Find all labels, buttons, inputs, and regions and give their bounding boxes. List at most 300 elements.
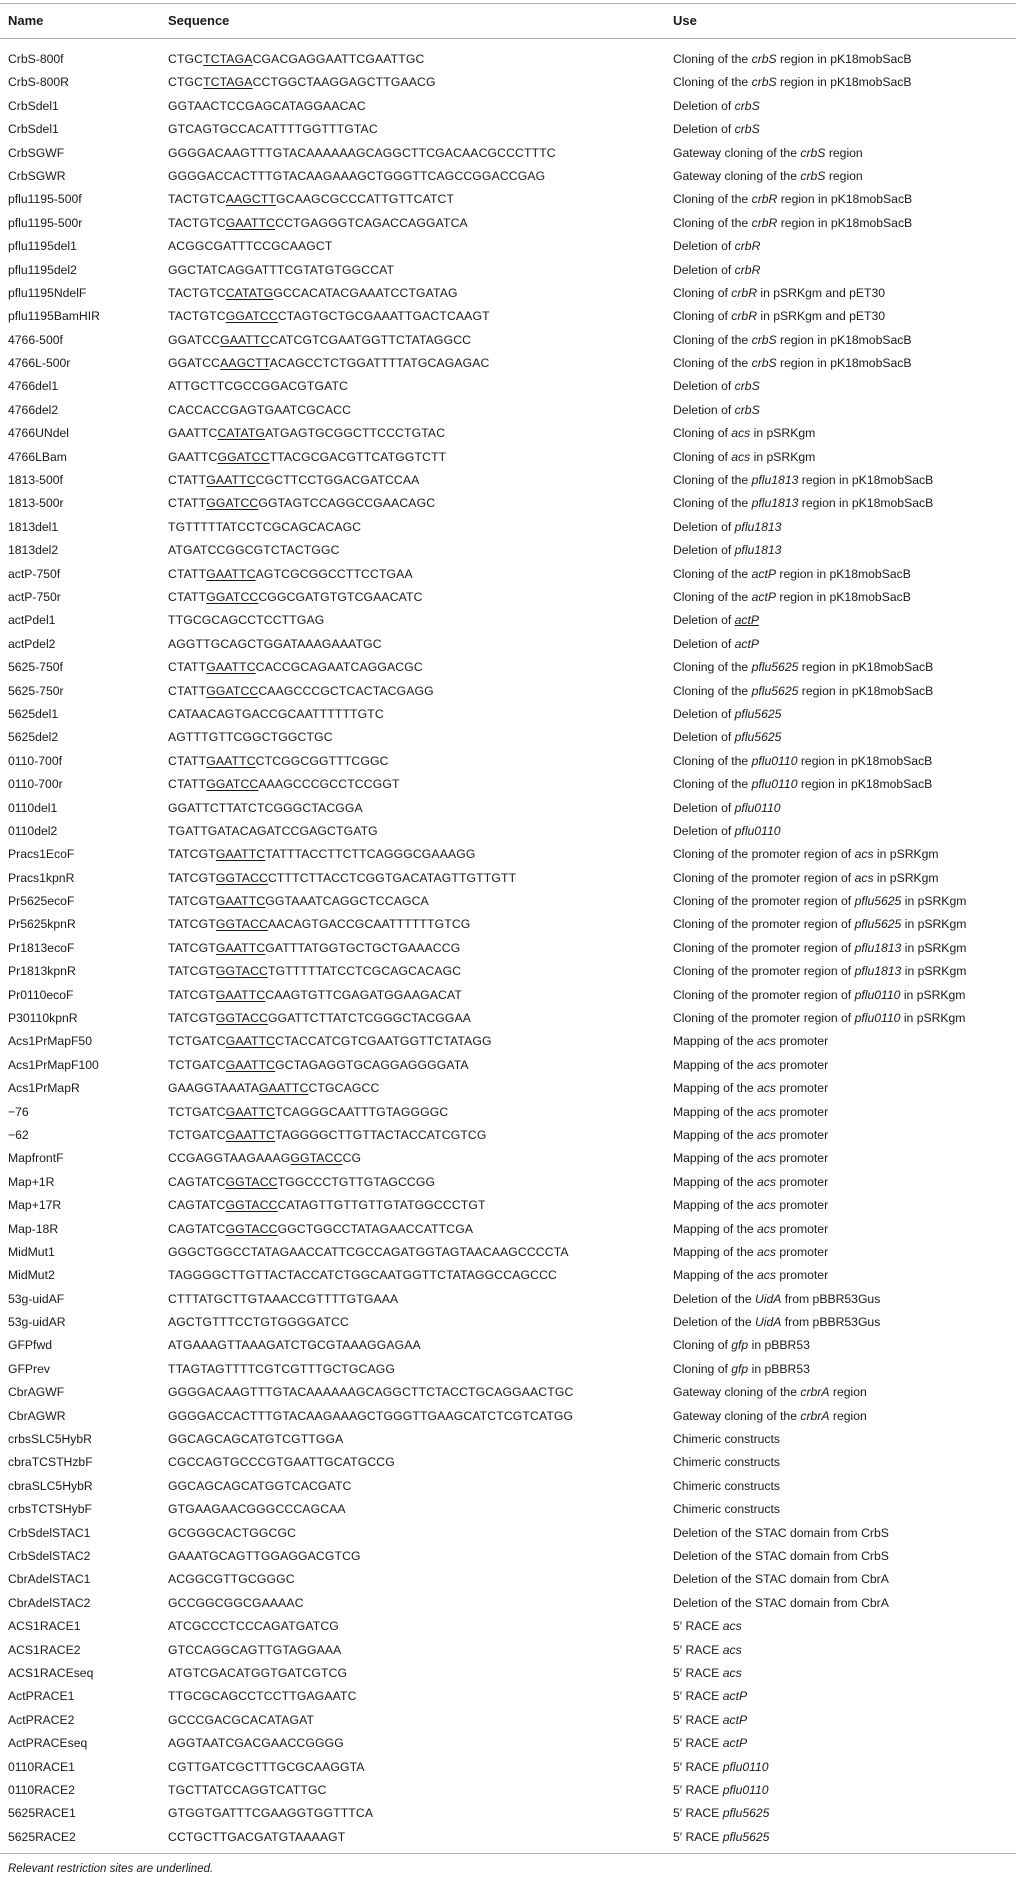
sequence-segment: CATCGTCGAATGGTTCTATAGGCC [269,332,472,347]
primer-use [673,867,939,890]
primer-sequence [168,1639,341,1662]
gene-name: pflu1813 [751,496,799,511]
restriction-site: GAATTC [225,1034,276,1049]
table-row [0,165,1016,188]
gene-name: pflu5625 [751,660,799,675]
sequence-segment: GTCAGTGCCACATTTTGGTTTGTAC [168,122,378,137]
use-text: Deletion of the STAC domain from CbrA [673,1595,889,1610]
gene-name: acs [757,1034,776,1049]
primer-name: ActPRACE2 [8,1712,75,1727]
restriction-site: TCTAGA [203,52,253,66]
gene-name: pflu0110 [722,1782,769,1797]
use-text: Cloning of the [673,753,752,768]
primer-sequence [168,1405,573,1428]
table-row [0,1545,1016,1568]
primer-use [673,750,932,773]
gene-name: pflu0110 [722,1759,769,1774]
sequence-segment: TCTGATC [168,1127,226,1142]
sequence-segment: GTGGTGATTTCGAAGGTGGTTTCA [168,1806,374,1821]
primer-name: crbsTCTSHybF [8,1502,92,1517]
restriction-site: GGTACC [215,1011,268,1026]
primer-name: ACS1RACE1 [8,1619,81,1634]
primer-sequence [168,1218,473,1241]
primer-name: ACS1RACE2 [8,1642,81,1657]
sequence-segment: CTATT [168,589,207,604]
restriction-site: GAATTC [225,1127,276,1142]
primer-sequence [168,1077,379,1100]
use-text: Cloning of the [673,777,752,792]
gene-name: actP [734,636,760,651]
use-text: Deletion of the STAC domain from CrbS [673,1525,889,1540]
use-text: promoter [775,1081,829,1096]
table-row [0,867,1016,890]
use-text: Cloning of the [673,473,752,488]
gene-name: crbR [734,262,761,277]
use-text: region [829,1385,867,1400]
use-text: Cloning of the promoter region of [673,847,855,862]
table-row [0,1147,1016,1170]
primer-sequence [168,656,423,679]
primer-sequence [168,680,434,703]
gene-name: crbR [731,309,757,324]
primer-use [673,71,912,94]
primer-use [673,563,911,586]
use-text: Deletion of the STAC domain from CrbS [673,1549,889,1563]
table-row [0,1779,1016,1802]
gene-name: acs [757,1104,776,1119]
use-text: Gateway cloning of the [673,1408,801,1423]
gene-name: actP [722,1736,748,1751]
use-text: Mapping of the [673,1244,758,1259]
gene-name: acs [757,1057,776,1072]
table-row [0,48,1016,71]
primer-name: −76 [8,1104,29,1119]
primer-sequence [168,492,435,515]
table-row [0,1428,1016,1451]
primer-sequence [168,633,382,656]
restriction-site: GAATTC [206,473,256,488]
primer-use [673,1826,769,1849]
primer-name: CrbS-800R [8,75,69,90]
primer-use [673,1451,780,1474]
sequence-segment: GGTAGTCCAGGCCGAACAGC [258,496,436,511]
use-text: Mapping of the [673,1057,758,1072]
use-text: 5′ RACE [673,1806,723,1821]
table-row [0,586,1016,609]
primer-sequence [168,890,429,913]
gene-name: crbR [734,239,761,254]
table-row [0,984,1016,1007]
sequence-segment: GGCAGCAGCATGGTCACGATC [168,1478,352,1493]
primer-use [673,1756,769,1779]
sequence-segment: ATGAGTGCGGCTTCCCTGTAC [265,426,446,441]
use-text: in pSRKgm [750,449,816,464]
primer-name: GFPfwd [8,1338,53,1353]
primer-sequence [168,48,424,71]
gene-name: pflu1813 [854,940,902,955]
gene-name: pflu0110 [854,987,901,1002]
gene-name: pflu0110 [734,800,781,815]
table-row [0,797,1016,820]
use-text: promoter [775,1151,829,1166]
primer-use [673,259,760,282]
primer-use [673,913,966,936]
primer-use [673,95,760,118]
table-row [0,1194,1016,1217]
use-text: in pSRKgm [900,1011,966,1026]
table-row [0,773,1016,796]
primer-use [673,984,965,1007]
use-text: promoter [775,1198,829,1213]
sequence-segment: CAGTATC [168,1198,226,1213]
primer-use [673,1007,965,1030]
primer-sequence [168,1334,421,1357]
primer-sequence [168,1568,295,1591]
primer-use [673,1498,780,1521]
primer-name: 1813del1 [8,519,59,534]
primer-use [673,1054,828,1077]
sequence-segment: CGGCGATGTGTCGAACATC [258,589,423,604]
sequence-segment: GGGGACAAGTTTGTACAAAAAAGCAGGCTTCGACAACGCCCTTTC [168,145,556,160]
restriction-site: GAATTC [225,215,276,230]
table-row [0,539,1016,562]
sequence-segment: CTATT [168,473,207,488]
primer-sequence [168,71,436,94]
primer-sequence [168,188,454,211]
use-text: promoter [775,1221,829,1236]
primer-use [673,1218,828,1241]
table-row [0,656,1016,679]
table-row [0,633,1016,656]
primer-use [673,188,912,211]
gene-name: crbS [734,122,760,137]
sequence-segment: CACCACCGAGTGAATCGCACC [168,402,352,417]
sequence-segment: AGCTGTTTCCTGTGGGGATCC [168,1315,349,1330]
primer-sequence [168,1147,361,1170]
table-row [0,1405,1016,1428]
table-row [0,1101,1016,1124]
primer-name: Pr0110ecoF [8,987,74,1002]
sequence-segment: GGATTCTTATCTCGGGCTACGGAA [267,1011,472,1026]
gene-name: crbrA [800,1408,830,1423]
table-row [0,1030,1016,1053]
restriction-site: GGTACC [225,1174,278,1189]
sequence-segment: GCAAGCGCCCATTGTTCATCT [276,192,455,207]
primer-name: MapfrontF [8,1151,64,1166]
primer-name: 1813del2 [8,543,59,558]
primer-name: 4766del1 [8,379,59,394]
use-text: Cloning of the promoter region of [673,964,855,979]
column-header-name: Name [8,13,44,28]
table-row [0,1615,1016,1638]
primer-use [673,726,781,749]
gene-name: crbS [734,379,760,394]
table-row [0,1802,1016,1825]
sequence-segment: GGTAACTCCGAGCATAGGAACAC [168,98,366,113]
primer-sequence [168,1685,357,1708]
primer-name: Pracs1kpnR [8,870,75,885]
table-footnote: Relevant restriction sites are underlined. [8,1863,214,1875]
primer-sequence [168,352,489,375]
primer-name: Map-18R [8,1221,59,1236]
table-row [0,1311,1016,1334]
primer-use [673,1639,742,1662]
sequence-segment: CG [342,1151,362,1166]
use-text: Cloning of the [673,566,752,581]
gene-name: pflu5625 [734,706,782,721]
sequence-segment: TTGCGCAGCCTCCTTGAGAATC [168,1689,357,1704]
restriction-site: CATATG [217,426,266,441]
restriction-site: GAATTC [225,1057,276,1072]
primer-name: −62 [8,1127,29,1142]
primer-name: CrbSGWF [8,145,65,160]
primer-sequence [168,446,446,469]
sequence-segment: GGTAAATCAGGCTCCAGCA [265,894,429,909]
use-text: from pBBR53Gus [781,1291,881,1306]
sequence-segment: TTACGCGACGTTCATGGTCTT [269,449,447,464]
sequence-segment: TATTTACCTTCTTCAGGGCGAAAGG [265,847,476,862]
primer-name: GFPrev [8,1361,50,1376]
primer-use [673,1264,828,1287]
primer-use [673,1592,889,1615]
sequence-segment: TATCGT [168,964,216,979]
use-text: Chimeric constructs [673,1478,781,1493]
table-row [0,1756,1016,1779]
sequence-segment: GGATTCTTATCTCGGGCTACGGA [168,800,363,815]
use-text: Deletion of [673,379,735,394]
sequence-segment: GGGGACCACTTTGTACAAGAAAGCTGGGTTCAGCCGGACCGAG [168,168,546,183]
table-row [0,890,1016,913]
gene-name: crbR [751,215,778,230]
use-text: Cloning of [673,449,732,464]
table-row [0,235,1016,258]
restriction-site: GAATTC [215,894,266,909]
use-text: Cloning of the [673,192,752,207]
restriction-site: GGTACC [215,917,268,932]
table-row [0,469,1016,492]
primer-name: 1813-500r [8,496,64,511]
primer-name: CbrAdelSTAC2 [8,1595,91,1610]
sequence-segment: ATTGCTTCGCCGGACGTGATC [168,379,349,394]
primer-use [673,937,966,960]
primer-sequence [168,563,413,586]
use-text: Deletion of [673,543,735,558]
primer-use [673,469,933,492]
use-text: Mapping of the [673,1081,758,1096]
sequence-segment: TATCGT [168,987,216,1002]
gene-name: pflu5625 [751,683,799,698]
restriction-site: GGTACC [225,1221,278,1236]
gene-name: gfp [731,1338,749,1353]
use-text: 5′ RACE [673,1759,723,1774]
table-row [0,563,1016,586]
primer-name: 0110-700r [8,777,63,792]
gene-name: acs [731,449,751,464]
use-text: Cloning of the [673,496,752,511]
use-text: Deletion of [673,613,735,628]
gene-name: pflu0110 [734,823,781,838]
table-row [0,960,1016,983]
sequence-segment: CAGTATC [168,1221,226,1236]
sequence-segment: TACTGTC [168,285,226,300]
primer-sequence [168,1615,339,1638]
primer-sequence [168,1241,569,1264]
primer-use [673,422,815,445]
primer-use [673,797,781,820]
sequence-segment: TACTGTC [168,192,226,207]
table-row [0,1709,1016,1732]
primer-sequence [168,469,419,492]
use-text: region in pK18mobSacB [797,753,933,768]
primer-name: pflu1195del1 [8,239,77,254]
gene-name: acs [722,1665,742,1680]
primer-name: Pracs1EcoF [8,847,75,862]
use-text: Cloning of the [673,215,752,230]
table-row [0,820,1016,843]
gene-name: acs [757,1221,776,1236]
restriction-site: GAATTC [206,660,256,675]
table-row [0,1568,1016,1591]
sequence-segment: TATCGT [168,847,216,862]
sequence-segment: TTAGTAGTTTTCGTCGTTTGCTGCAGG [168,1361,396,1376]
primer-use [673,1709,747,1732]
primer-use [673,1147,828,1170]
primer-sequence [168,703,384,726]
primer-name: CrbSdelSTAC1 [8,1525,91,1540]
use-text: in pBBR53 [748,1338,810,1353]
sequence-segment: TAGGGGCTTGTTACTACCATCGTCG [275,1127,487,1142]
table-row [0,750,1016,773]
primer-name: CrbSdelSTAC2 [8,1549,91,1563]
gene-name: crbrA [800,1385,830,1400]
sequence-segment: GGATCC [168,332,221,347]
gene-name: crbS [751,332,777,347]
table-row [0,1592,1016,1615]
table-row [0,726,1016,749]
table-row [0,305,1016,328]
sequence-segment: CTCGGCGGTTTCGGC [255,753,389,768]
primer-table-body [0,48,1016,1849]
gene-name: actP [722,1689,748,1704]
primer-use [673,820,781,843]
use-text: region in pK18mobSacB [776,356,912,371]
primer-sequence [168,1662,347,1685]
primer-name: 4766del2 [8,402,59,417]
gene-name: pflu1813 [854,964,902,979]
use-text: in pSRKgm and pET30 [757,285,886,300]
use-text: 5′ RACE [673,1712,723,1727]
table-row [0,1732,1016,1755]
primer-name: 4766L-500r [8,356,71,371]
primer-use [673,1241,828,1264]
primer-name: MidMut1 [8,1244,55,1259]
sequence-segment: CTGC [168,52,204,66]
sequence-segment: TGTTTTTATCCTCGCAGCACAGC [267,964,462,979]
use-text: Mapping of the [673,1268,758,1283]
primer-use [673,1568,889,1591]
sequence-segment: CTTTATGCTTGTAAACCGTTTTGTGAAA [168,1291,399,1306]
use-text: in pBBR53 [748,1361,810,1376]
gene-name: acs [757,1198,776,1213]
primer-sequence [168,960,461,983]
table-row [0,95,1016,118]
gene-name: actP [751,589,776,604]
restriction-site: GAATTC [259,1081,309,1096]
sequence-segment: TATCGT [168,917,216,932]
primer-sequence [168,212,468,235]
gene-name: crbR [751,192,778,207]
gene-name: acs [731,426,751,441]
sequence-segment: TGTTTTTATCCTCGCAGCACAGC [168,519,362,534]
gene-name: pflu5625 [722,1829,770,1844]
primer-name: cbraTCSTHzbF [8,1455,93,1470]
primer-sequence [168,259,394,282]
primer-use [673,399,760,422]
table-row [0,1475,1016,1498]
use-text: 5′ RACE [673,1736,723,1751]
primer-sequence [168,118,378,141]
table-row [0,259,1016,282]
sequence-segment: AAAGCCCGCCTCCGGT [258,777,400,792]
sequence-segment: TCTGATC [168,1034,226,1049]
sequence-segment: AGTTTGTTCGGCTGGCTGC [168,730,333,745]
primer-use [673,1311,880,1334]
sequence-segment: GAATTC [168,426,218,441]
primer-use [673,1288,880,1311]
use-text: in pSRKgm and pET30 [757,309,886,324]
primer-name: ActPRACE1 [8,1689,75,1704]
table-row [0,142,1016,165]
restriction-site: GGATCC [217,449,270,464]
primer-name: Pr5625ecoF [8,894,75,909]
primer-sequence [168,422,445,445]
gene-name: pflu0110 [751,777,798,792]
primer-sequence [168,95,366,118]
use-text: Deletion of the [673,1291,755,1306]
gene-name: pflu0110 [854,1011,901,1026]
sequence-segment: CGCCAGTGCCCGTGAATTGCATGCCG [168,1455,395,1470]
primer-use [673,1685,747,1708]
restriction-site: GAATTC [206,566,256,581]
sequence-segment: GCCCGACGCACATAGAT [168,1712,315,1727]
use-text: 5′ RACE [673,1619,723,1634]
use-text: in pSRKgm [750,426,816,441]
sequence-segment: CGACGAGGAATTCGAATTGC [252,52,425,66]
sequence-segment: TGGCCCTGTTGTAGCCGG [277,1174,436,1189]
sequence-segment: GGATCC [168,356,221,371]
sequence-segment: ATGATCCGGCGTCTACTGGC [168,543,340,558]
table-bottom-rule [0,1853,1016,1854]
sequence-segment: AACAGTGACCGCAATTTTTTGTCG [267,917,471,932]
restriction-site: GGTACC [215,870,268,885]
primer-use [673,48,912,71]
use-text: region in pK18mobSacB [777,192,913,207]
sequence-segment: GGCTATCAGGATTTCGTATGTGGCCAT [168,262,395,277]
primer-name: 1813-500f [8,473,63,488]
use-text: promoter [775,1104,829,1119]
primer-name: Pr1813ecoF [8,940,75,955]
primer-name: CbrAGWF [8,1385,65,1400]
table-row [0,703,1016,726]
use-text: Chimeric constructs [673,1455,781,1470]
primer-sequence [168,165,545,188]
use-text: region in pK18mobSacB [798,496,934,511]
gene-name: crbS [734,98,760,113]
sequence-segment: GGGGACCACTTTGTACAAGAAAGCTGGGTTGAAGCATCTCGTCATGG [168,1408,574,1423]
sequence-segment: CATAGTTGTTGTTGTATGGCCCTGT [277,1198,486,1213]
table-row [0,188,1016,211]
gene-name: pflu1813 [734,519,782,534]
